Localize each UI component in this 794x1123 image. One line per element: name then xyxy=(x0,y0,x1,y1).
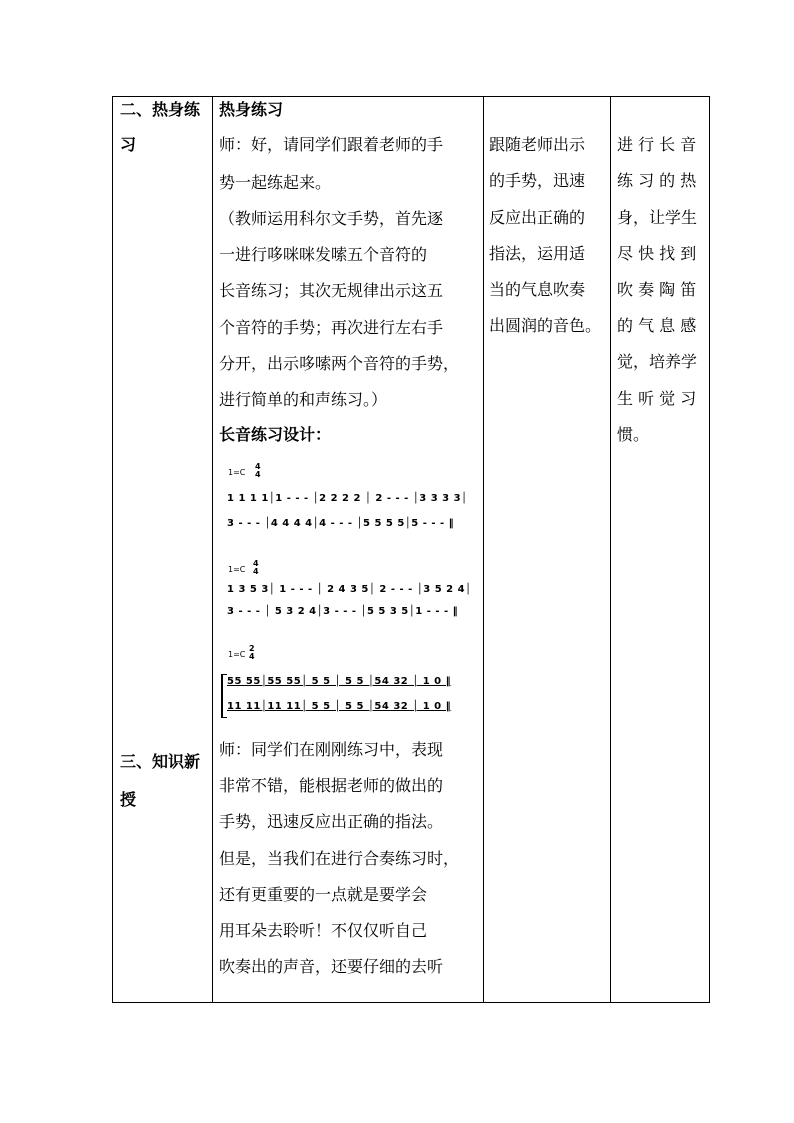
paragraph-line: 用耳朵去聆听！不仅仅听自己 xyxy=(219,921,428,940)
score-line: 1 3 5 3│ 1 - - - │ 2 4 3 5│ 2 - - - │3 5 2 4│ xyxy=(227,584,472,595)
score-key: 1=C xyxy=(228,565,246,574)
score-line: 1 1 1 1│1 - - - │2 2 2 2 │ 2 - - - │3 3 3 3│ xyxy=(227,493,468,504)
paragraph-line: 觉，培养学 xyxy=(617,352,698,371)
paragraph-line: 长音练习；其次无规律出示这五 xyxy=(219,281,444,300)
paragraph-line: 一进行哆咪咪发嗦五个音符的 xyxy=(219,245,428,264)
time-bottom: 4 xyxy=(255,470,261,479)
paragraph-line: 个音符的手势；再次进行左右手 xyxy=(219,318,444,337)
paragraph-line: 吹奏出的声音，还要仔细的去听 xyxy=(219,957,444,976)
score-line: 11 11│11 11│ 5 5 │ 5 5 │54 32 │ 1 0 ‖ xyxy=(227,701,452,712)
paragraph-line: 身，让学生 xyxy=(617,208,698,227)
paragraph-line: 出圆润的音色。 xyxy=(489,316,602,335)
score-line: 3 - - - │ 5 3 2 4│3 - - - │5 5 3 5│1 - - - ‖ xyxy=(227,606,459,617)
paragraph-line: 分开，出示哆嗦两个音符的手势， xyxy=(219,354,460,373)
section-new-knowledge-heading-line2: 授 xyxy=(120,790,137,809)
paragraph-line: 但是，当我们在进行合奏练习时， xyxy=(219,849,460,868)
paragraph-line: 师：好，请同学们跟着老师的手 xyxy=(219,135,444,154)
paragraph-line: 还有更重要的一点就是要学会 xyxy=(219,885,428,904)
paragraph-line: 势一起练起来。 xyxy=(219,173,332,192)
score-key: 1=C xyxy=(228,468,246,477)
time-top: 2 xyxy=(249,644,255,653)
paragraph-line: 非常不错，能根据老师的做出的 xyxy=(219,776,444,795)
time-bottom: 4 xyxy=(253,567,259,576)
paragraph-line: 的 气 息 感 xyxy=(617,316,697,335)
column-divider xyxy=(483,97,484,1002)
time-top: 4 xyxy=(253,559,259,568)
column-divider xyxy=(212,97,213,1002)
section-warmup-heading-line2: 习 xyxy=(120,135,137,154)
paragraph-line: 的手势，迅速 xyxy=(489,171,586,190)
time-top: 4 xyxy=(255,462,261,471)
time-signature xyxy=(249,645,255,661)
paragraph-line: 反应出正确的 xyxy=(489,208,586,227)
warmup-title: 热身练习 xyxy=(219,100,284,119)
paragraph-line: 练 习 的 热 xyxy=(617,171,697,190)
score-key: 1=C xyxy=(228,650,246,659)
paragraph-line: 手势，迅速反应出正确的指法。 xyxy=(219,812,444,831)
paragraph-line: 生 听 觉 习 xyxy=(617,389,697,408)
column-divider xyxy=(610,97,611,1002)
section-new-knowledge-heading-line1: 三、知识新 xyxy=(120,752,201,771)
time-signature xyxy=(255,463,261,479)
score-line: 3 - - - │4 4 4 4│4 - - - │5 5 5 5│5 - - - ‖ xyxy=(227,518,455,529)
time-bottom: 4 xyxy=(249,652,255,661)
paragraph-line: 尽 快 找 到 xyxy=(617,244,697,263)
paragraph-line: 跟随老师出示 xyxy=(489,135,586,154)
paragraph-line: 进 行 长 音 xyxy=(617,135,697,154)
paragraph-line: 吹 奏 陶 笛 xyxy=(617,280,697,299)
paragraph-line: 指法，运用适 xyxy=(489,244,586,263)
paragraph-line: 进行简单的和声练习。） xyxy=(219,390,388,409)
paragraph-line: 当的气息吹奏 xyxy=(489,280,586,299)
score-line: 55 55│55 55│ 5 5 │ 5 5 │54 32 │ 1 0 ‖ xyxy=(227,676,452,687)
design-title: 长音练习设计： xyxy=(219,425,332,444)
section-warmup-heading-line1: 二、热身练 xyxy=(120,100,201,119)
paragraph-line: （教师运用科尔文手势，首先逐 xyxy=(219,209,444,228)
time-signature xyxy=(253,560,259,576)
paragraph-line: 惯。 xyxy=(617,425,650,444)
paragraph-line: 师：同学们在刚刚练习中，表现 xyxy=(219,740,444,759)
